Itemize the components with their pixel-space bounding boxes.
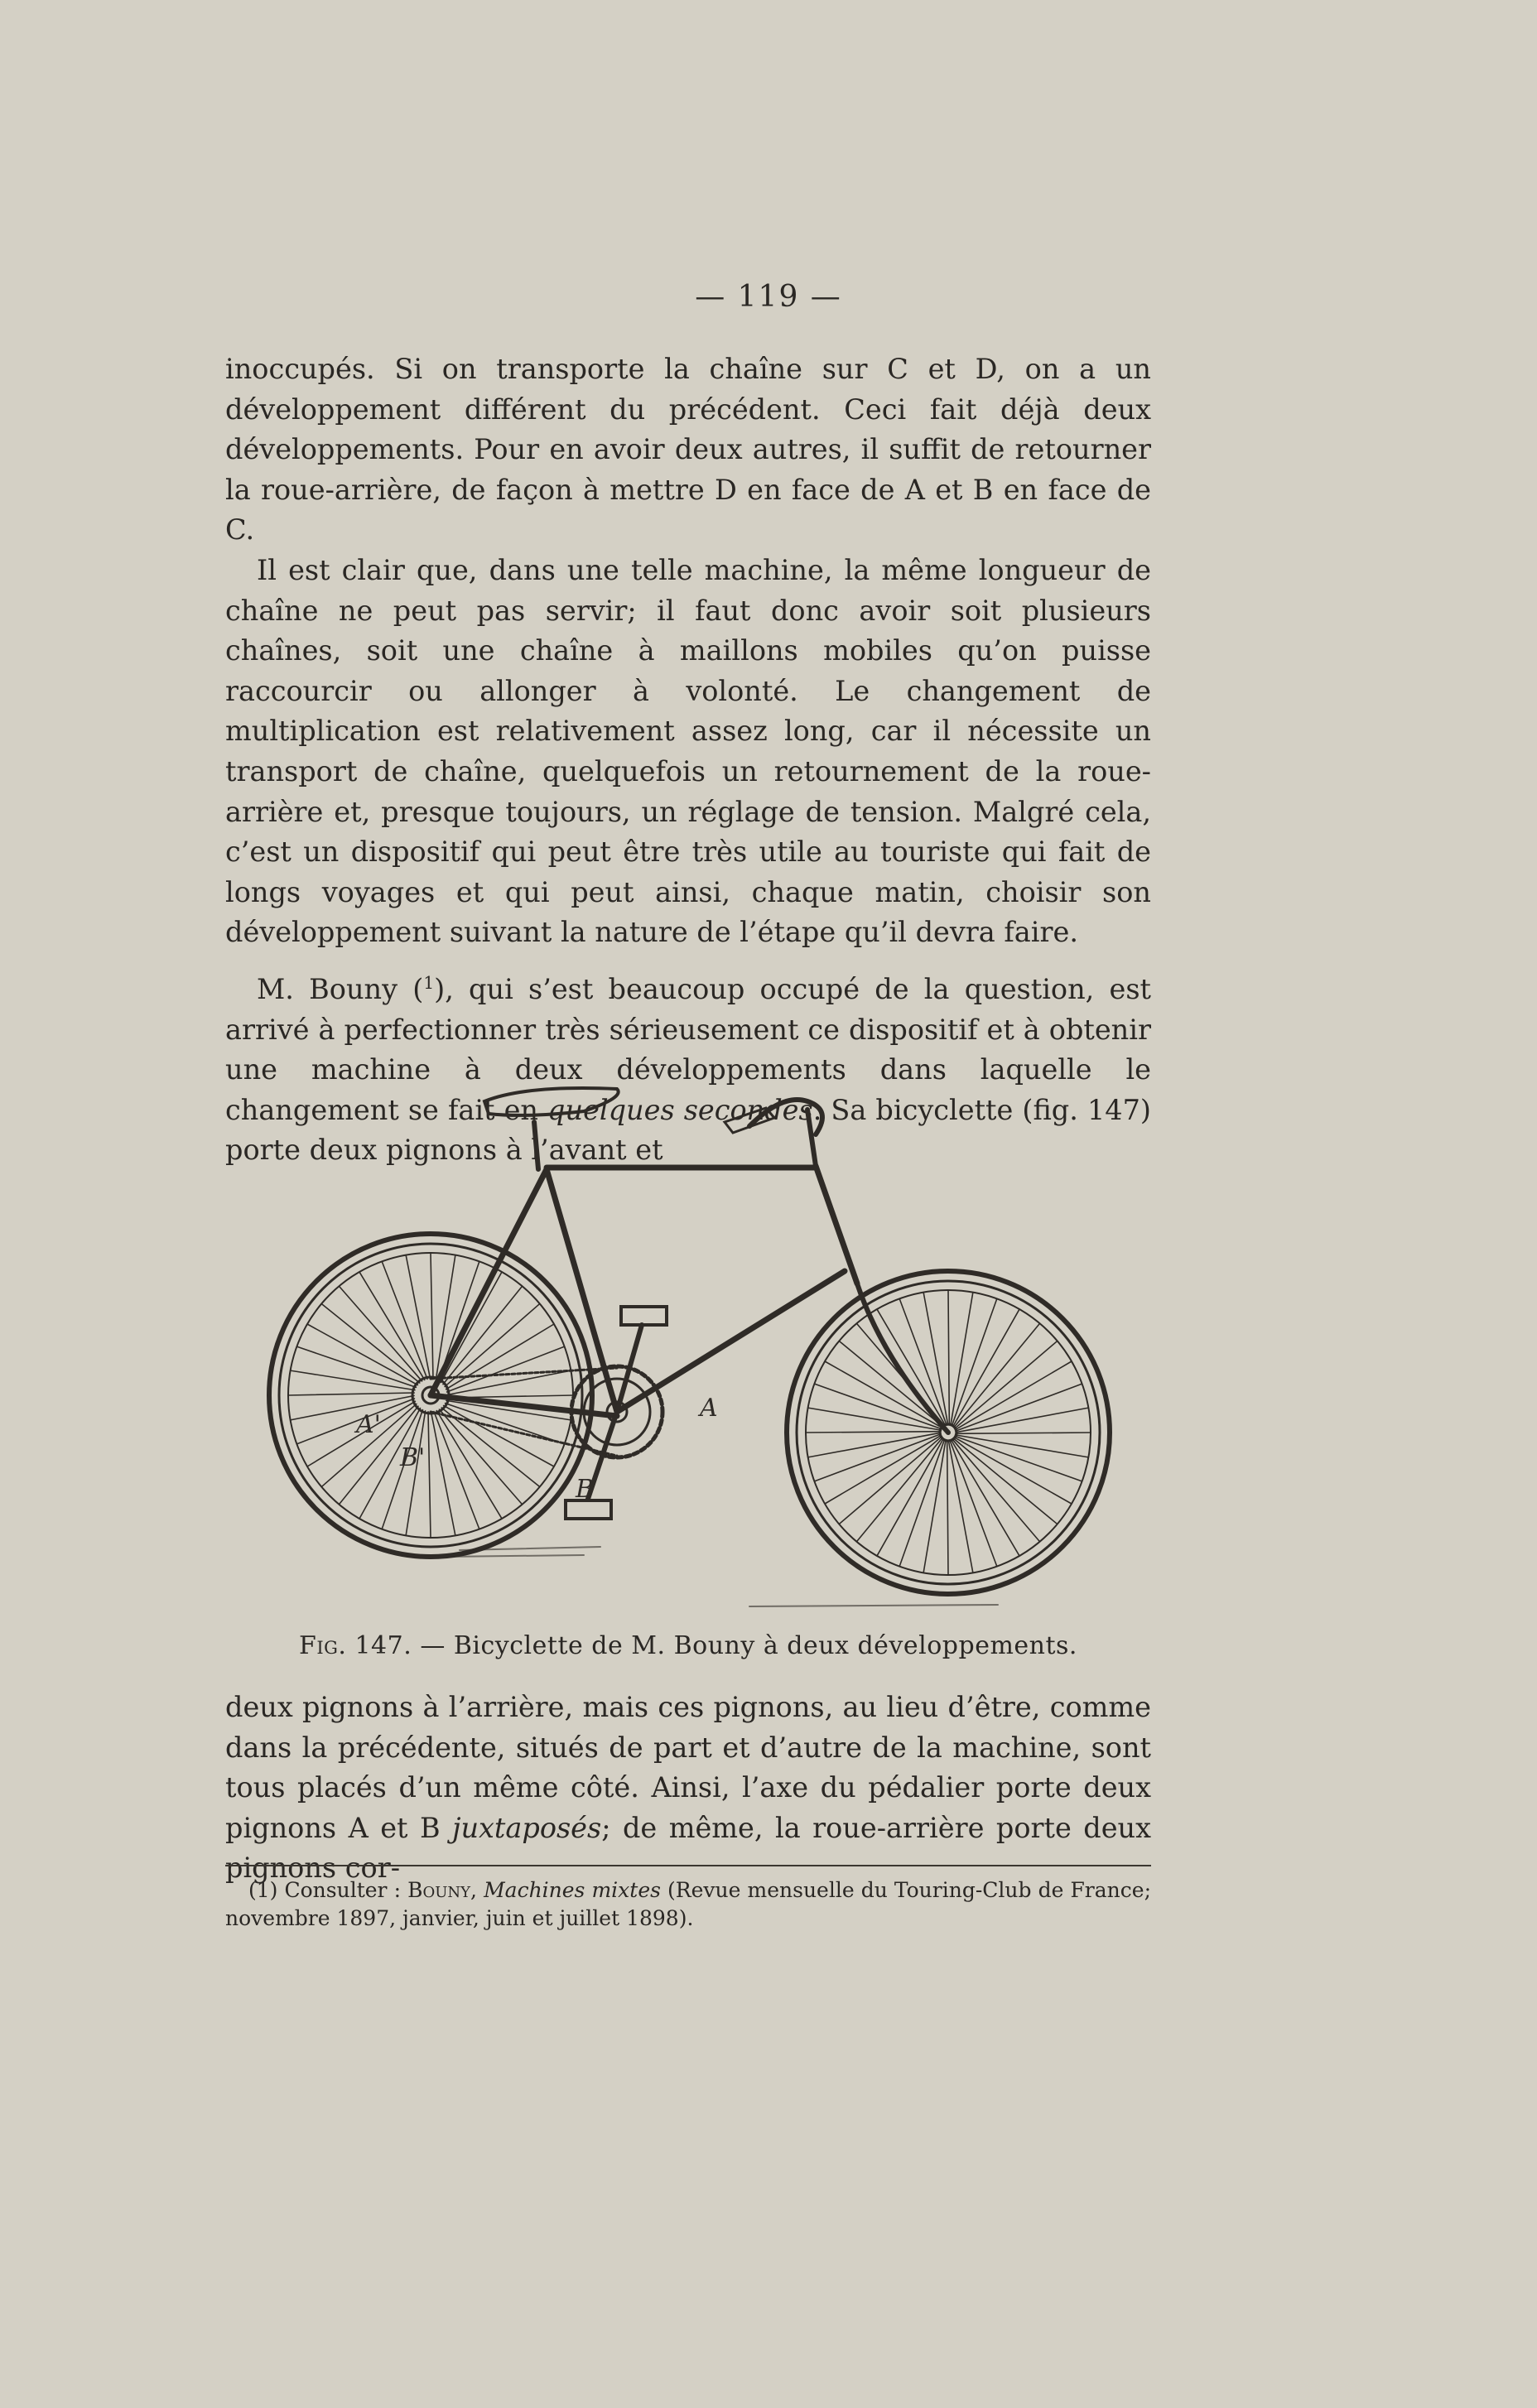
wheel-spoke <box>814 1384 942 1429</box>
paragraph-4-text-b: ; de même, la roue-arrière porte deux pignons cor- <box>225 1811 1151 1885</box>
wheel-spoke <box>952 1298 997 1426</box>
footnote-number: (1) <box>248 1878 278 1902</box>
wheel-spoke <box>951 1293 973 1426</box>
wheel-spoke <box>321 1303 420 1383</box>
frame <box>431 1110 948 1433</box>
wheel-spoke <box>948 1290 949 1425</box>
wheel-spoke <box>814 1434 941 1481</box>
wheel-spoke <box>954 1323 1040 1428</box>
footnote-title: Machines mixtes <box>484 1878 661 1902</box>
wheel-spoke <box>877 1309 946 1426</box>
wheel-spoke <box>431 1253 433 1379</box>
wheel-spoke <box>950 1440 997 1567</box>
wheel-spoke <box>899 1439 945 1567</box>
wheel-spoke <box>947 1440 948 1575</box>
paragraph-1: inoccupés. Si on transporte la chaîne sur C et D, on a un développement différent du précédent. Ceci fait déjà deux développements. Pour en avoir deux autres, il suffit de retourner la roue-arrière, de façon à mettre D en face de A et B en face de C. <box>225 353 1151 547</box>
caption-text: — Bicyclette de M. Bouny à deux développements. <box>412 1631 1077 1660</box>
paragraph-3-text-c: . Sa bicyclette (fig. 147) porte deux pignons à l’avant et <box>225 1093 1151 1167</box>
wheel-spoke <box>431 1412 455 1535</box>
footnote-ref: 1 <box>423 972 435 993</box>
wheel-spoke <box>839 1437 942 1524</box>
wheel-spoke <box>956 1435 1089 1457</box>
paragraph-2: Il est clair que, dans une telle machine, la même longueur de chaîne ne peut pas servir; il faut donc avoir soit plusieurs chaînes, soit une chaîne à maillons mobiles qu’on puisse raccourcir ou allonger à volonté. Le changement de multiplication est relativement assez long, car il nécessite un transport de chaîne, quelquefois un retournement de la roue-arrière et, presque toujours, un réglage de tension. Malgré cela, c’est un dispositif qui peut être très utile au touriste qui fait de longs voyages et qui peut ainsi, chaque matin, choisir son développement suivant la nature de l’étape qu’il devra faire. <box>225 553 1151 949</box>
wheel-spoke <box>953 1438 1058 1524</box>
wheel-spoke <box>288 1393 414 1395</box>
body-text-bottom <box>225 1688 1151 1889</box>
wheel-spoke <box>955 1341 1058 1428</box>
paragraph-4-text-a: deux pignons à l’arrière, mais ces pignons, au lieu d’être, comme dans la précédente, situés de part et d’autre de la machine, sont tous placés d’un même côté. Ainsi, l’axe du pédalier porte deux pignons A et B <box>225 1691 1151 1844</box>
wheel-spoke <box>291 1395 414 1419</box>
page-number: — 119 — <box>695 280 842 314</box>
wheel-spoke <box>951 1439 1019 1556</box>
wheel-spoke <box>877 1438 943 1556</box>
paragraph-4 <box>225 1688 1151 1889</box>
figure-caption <box>225 1631 1151 1660</box>
label-b-front: B <box>576 1475 595 1504</box>
footnote-lead: Consulter : <box>277 1878 408 1902</box>
bicycle-illustration <box>253 1076 1126 1623</box>
paragraph-3-text-b: ), qui s’est beaucoup occupé de la question, est arrivé à perfectionner très sérieusement ce dispositif et à obtenir une machine à deux développements dans laquelle le changement se fait en <box>225 972 1151 1126</box>
wheel-spoke <box>953 1309 1019 1427</box>
label-a-rear: A' <box>356 1410 381 1439</box>
wheel-spoke <box>406 1255 430 1379</box>
wheel-spoke <box>428 1412 431 1538</box>
wheel-spoke <box>806 1432 941 1433</box>
paragraph-3-emphasis: quelques secondes <box>547 1093 813 1126</box>
footnote <box>225 1876 1151 1933</box>
wheel-spoke <box>955 1436 1082 1481</box>
footnote-sep: , <box>470 1878 484 1902</box>
wheel-spoke <box>825 1361 942 1428</box>
wheel-spoke <box>808 1408 942 1430</box>
wheel-spoke <box>825 1435 942 1504</box>
wheel-spoke <box>954 1438 1072 1504</box>
footnote-rest: (Revue mensuelle du Touring-Club de France; novembre 1897, janvier, juin et juillet 1898). <box>225 1878 1151 1930</box>
bicycle-figure <box>253 1076 1126 1623</box>
wheel-spoke <box>956 1384 1082 1431</box>
wheel-spoke <box>923 1440 946 1573</box>
wheel-spoke <box>955 1361 1072 1430</box>
footnote-divider <box>225 1865 1151 1866</box>
label-a-front: A <box>700 1394 718 1423</box>
wheel-spoke <box>441 1408 540 1487</box>
label-b-rear: B' <box>400 1443 426 1472</box>
wheel-spoke <box>952 1439 1040 1542</box>
paragraph-3-text-a: M. Bouny ( <box>257 972 424 1005</box>
wheel-spoke <box>856 1438 942 1542</box>
body-text-top <box>225 349 1151 1171</box>
footnote-author: Bouny <box>407 1878 471 1902</box>
paragraph-4-emphasis: juxtaposés <box>452 1811 602 1844</box>
saddle <box>484 1088 619 1115</box>
caption-prefix: Fig. 147. <box>299 1631 412 1660</box>
wheel-spoke <box>443 1286 523 1385</box>
